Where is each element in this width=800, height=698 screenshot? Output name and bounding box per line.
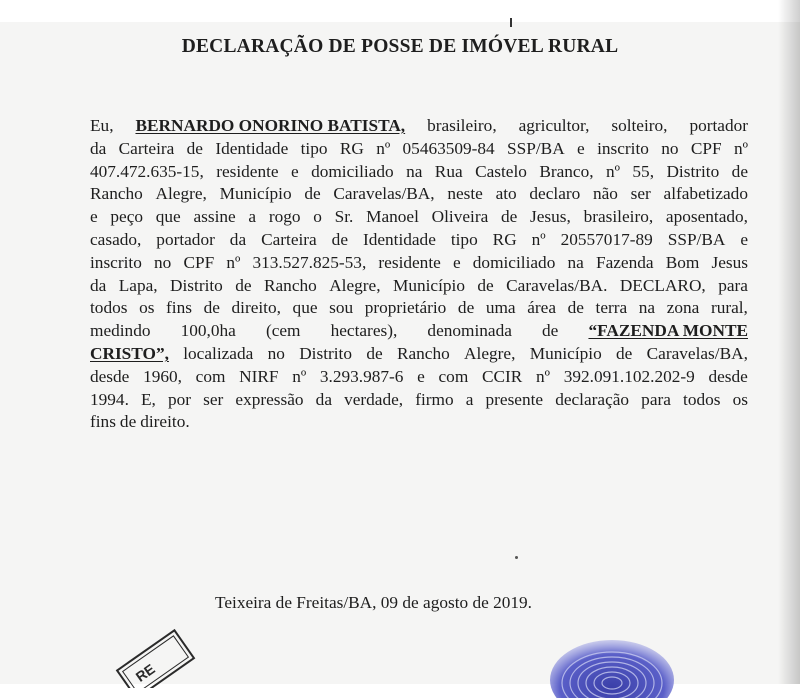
body-word: de xyxy=(366,343,383,363)
body-word: desde xyxy=(708,366,748,386)
body-word: 1994. xyxy=(90,389,129,409)
body-word: domiciliado xyxy=(311,161,394,181)
body-word: denominada xyxy=(427,321,512,341)
body-word: 392.091.102.202-9 xyxy=(563,366,695,386)
body-word: brasileiro, xyxy=(583,207,654,227)
document-title: DECLARAÇÃO DE POSSE DE IMÓVEL RURAL xyxy=(181,36,619,57)
body-word: nº xyxy=(531,229,546,249)
body-line xyxy=(90,320,748,343)
body-word: proprietário xyxy=(364,298,447,318)
body-word: verdade, xyxy=(344,389,404,409)
body-word: declaro xyxy=(529,184,581,204)
body-word: e xyxy=(290,161,299,181)
body-word: brasileiro, xyxy=(427,116,497,135)
body-word: fins xyxy=(166,298,192,318)
body-word: nº xyxy=(292,366,307,386)
body-word: de xyxy=(304,184,321,204)
body-word: expressão xyxy=(235,389,304,409)
body-word: ato xyxy=(495,184,517,204)
emphasized-text: BERNARDO ONORINO BATISTA, xyxy=(135,116,406,135)
body-word: CCIR xyxy=(481,366,523,386)
body-line xyxy=(90,138,748,161)
body-word: assine xyxy=(193,207,236,227)
body-word: (cem xyxy=(265,321,301,341)
body-word: e xyxy=(417,366,425,386)
body-word: Branco, xyxy=(539,161,594,181)
body-line xyxy=(90,229,748,252)
body-word: 313.527.825-53, xyxy=(252,252,367,272)
body-word: na xyxy=(638,298,656,318)
body-word: inscrito xyxy=(90,252,142,272)
body-word: Rua xyxy=(434,161,463,181)
body-word: peço xyxy=(110,207,144,227)
body-word: Identidade xyxy=(362,229,436,249)
body-word: Castelo xyxy=(475,161,527,181)
body-word: hectares), xyxy=(330,321,398,341)
body-line xyxy=(90,366,748,389)
body-word: Rancho xyxy=(263,275,317,295)
body-line xyxy=(90,389,748,412)
body-word: ser xyxy=(630,184,651,204)
body-word: CPF xyxy=(183,252,215,272)
body-line xyxy=(90,183,748,206)
date-line: Teixeira de Freitas/BA, 09 de agosto de 2019. xyxy=(215,593,532,612)
body-word: de xyxy=(477,275,494,295)
body-word: direito. xyxy=(140,412,190,432)
ink-spot xyxy=(515,556,518,559)
body-word: direito, xyxy=(231,298,281,318)
body-word: 55, xyxy=(632,161,655,181)
emphasized-text: “FAZENDA MONTE xyxy=(588,321,748,341)
body-word: na xyxy=(567,252,584,272)
body-word: Carteira xyxy=(261,229,317,249)
body-word: Jesus, xyxy=(530,207,571,227)
body-word: com xyxy=(195,366,226,386)
body-word: residente xyxy=(216,161,279,181)
body-word: Distrito xyxy=(666,161,720,181)
body-word: nº xyxy=(733,138,748,158)
body-word: que xyxy=(155,207,181,227)
body-word: Caravelas/BA. xyxy=(506,275,608,295)
fingerprint-mark xyxy=(540,628,680,698)
body-word: 3.293.987-6 xyxy=(319,366,404,386)
body-word: SSP/BA xyxy=(507,138,565,158)
body-word: de xyxy=(186,138,203,158)
body-line xyxy=(90,252,748,275)
body-word: residente xyxy=(378,252,441,272)
body-word: Distrito xyxy=(299,343,352,363)
body-word: Distrito xyxy=(170,275,223,295)
body-word: Bom xyxy=(665,252,700,272)
body-word: nº xyxy=(536,366,551,386)
body-word: Sr. xyxy=(334,207,354,227)
body-line xyxy=(90,161,748,184)
body-word: o xyxy=(313,207,322,227)
body-word: RG xyxy=(339,138,364,158)
body-word: sou xyxy=(329,298,354,318)
body-word: E, xyxy=(141,389,156,409)
body-word: zona xyxy=(666,298,700,318)
body-word: de xyxy=(457,298,475,318)
body-word: Município xyxy=(219,184,292,204)
body-word: Alegre, xyxy=(329,275,381,295)
ink-mark xyxy=(510,18,512,27)
body-word: na xyxy=(406,161,423,181)
body-word: da xyxy=(90,275,107,295)
body-word: Jesus xyxy=(711,252,748,272)
body-word: e xyxy=(740,229,748,249)
body-word: neste xyxy=(447,184,483,204)
body-word: de xyxy=(616,343,633,363)
body-word: inscrito xyxy=(597,138,649,158)
body-word: medindo xyxy=(90,321,151,341)
body-word: tipo xyxy=(450,229,478,249)
body-word: 20557017-89 xyxy=(560,229,653,249)
body-word: Fazenda xyxy=(595,252,654,272)
body-word: de xyxy=(731,161,748,181)
body-word: nº xyxy=(605,161,620,181)
body-word: rogo xyxy=(268,207,301,227)
body-word: de xyxy=(203,298,220,318)
body-word: 05463509-84 xyxy=(402,138,495,158)
body-word: alfabetizado xyxy=(663,184,748,204)
body-word: agricultor, xyxy=(518,116,590,135)
body-word: Município xyxy=(392,275,465,295)
body-word: nº xyxy=(376,138,391,158)
body-word: RG xyxy=(492,229,517,249)
body-word: Carteira xyxy=(118,138,175,158)
body-word: 1960, xyxy=(143,366,182,386)
body-word: Alegre, xyxy=(155,184,207,204)
body-word: localizada xyxy=(183,343,254,363)
body-word: Alegre, xyxy=(464,343,516,363)
body-word: 407.472.635-15, xyxy=(90,161,204,181)
body-word: CPF xyxy=(690,138,722,158)
body-word: os xyxy=(732,389,748,409)
body-word: não xyxy=(592,184,618,204)
body-word: por xyxy=(168,389,192,409)
body-word: da xyxy=(315,389,332,409)
body-word: de xyxy=(542,321,559,341)
body-word: Caravelas/BA, xyxy=(646,343,748,363)
body-word: área xyxy=(527,298,556,318)
body-word: a xyxy=(465,389,474,409)
body-word: firmo xyxy=(415,389,454,409)
body-word: casado, xyxy=(90,229,142,249)
body-word: no xyxy=(154,252,172,272)
body-word: todos xyxy=(90,298,128,318)
body-word: domiciliado xyxy=(472,252,556,272)
body-word: Lapa, xyxy=(118,275,158,295)
svg-text:RE: RE xyxy=(132,660,158,685)
body-word: ser xyxy=(203,389,224,409)
body-word: terra xyxy=(595,298,628,318)
body-word: portador xyxy=(156,229,215,249)
body-word: Oliveira xyxy=(431,207,489,227)
body-word: da xyxy=(90,138,107,158)
body-word: e xyxy=(577,138,585,158)
body-word: de xyxy=(235,275,252,295)
body-word: que xyxy=(292,298,318,318)
body-word: solteiro, xyxy=(611,116,668,135)
emphasized-text: CRISTO”, xyxy=(90,343,169,363)
body-word: declaração xyxy=(555,389,630,409)
body-word: nº xyxy=(226,252,241,272)
body-word: fins xyxy=(90,412,116,432)
body-word: de xyxy=(500,207,518,227)
body-word: NIRF xyxy=(239,366,279,386)
body-word: os xyxy=(139,298,155,318)
declaration-body xyxy=(90,115,748,434)
body-word: para xyxy=(641,389,671,409)
body-word: DECLARO, xyxy=(619,275,706,295)
body-word: todos xyxy=(683,389,721,409)
body-word: 100,0ha xyxy=(180,321,236,341)
body-line xyxy=(90,343,748,366)
body-word: para xyxy=(718,275,748,295)
body-line xyxy=(90,206,748,229)
body-word: Manoel xyxy=(366,207,419,227)
top-margin xyxy=(0,0,800,22)
body-word: aposentado, xyxy=(665,207,748,227)
body-word: com xyxy=(438,366,469,386)
body-word: uma xyxy=(485,298,516,318)
body-word: no xyxy=(267,343,285,363)
body-word: Rancho xyxy=(396,343,450,363)
body-line xyxy=(90,115,748,138)
body-word: Município xyxy=(529,343,602,363)
body-word: de xyxy=(331,229,348,249)
body-word: SSP/BA xyxy=(667,229,726,249)
body-word: Eu, xyxy=(90,116,114,135)
body-line xyxy=(90,297,748,320)
body-word: tipo xyxy=(300,138,328,158)
body-word: e xyxy=(452,252,461,272)
page-edge-shadow xyxy=(778,0,800,684)
body-word: no xyxy=(661,138,679,158)
body-line xyxy=(90,411,748,434)
body-word: portador xyxy=(689,116,748,135)
body-line xyxy=(90,275,748,298)
body-word: de xyxy=(119,412,137,432)
body-word: Caravelas/BA, xyxy=(333,184,435,204)
body-word: rural, xyxy=(710,298,748,318)
body-word: desde xyxy=(90,366,130,386)
body-word: a xyxy=(248,207,257,227)
body-word: presente xyxy=(485,389,544,409)
body-word: e xyxy=(90,207,98,227)
body-word: Rancho xyxy=(90,184,143,204)
body-word: de xyxy=(567,298,584,318)
body-word: da xyxy=(229,229,247,249)
stamp-seal xyxy=(112,628,202,688)
body-word: Identidade xyxy=(215,138,289,158)
